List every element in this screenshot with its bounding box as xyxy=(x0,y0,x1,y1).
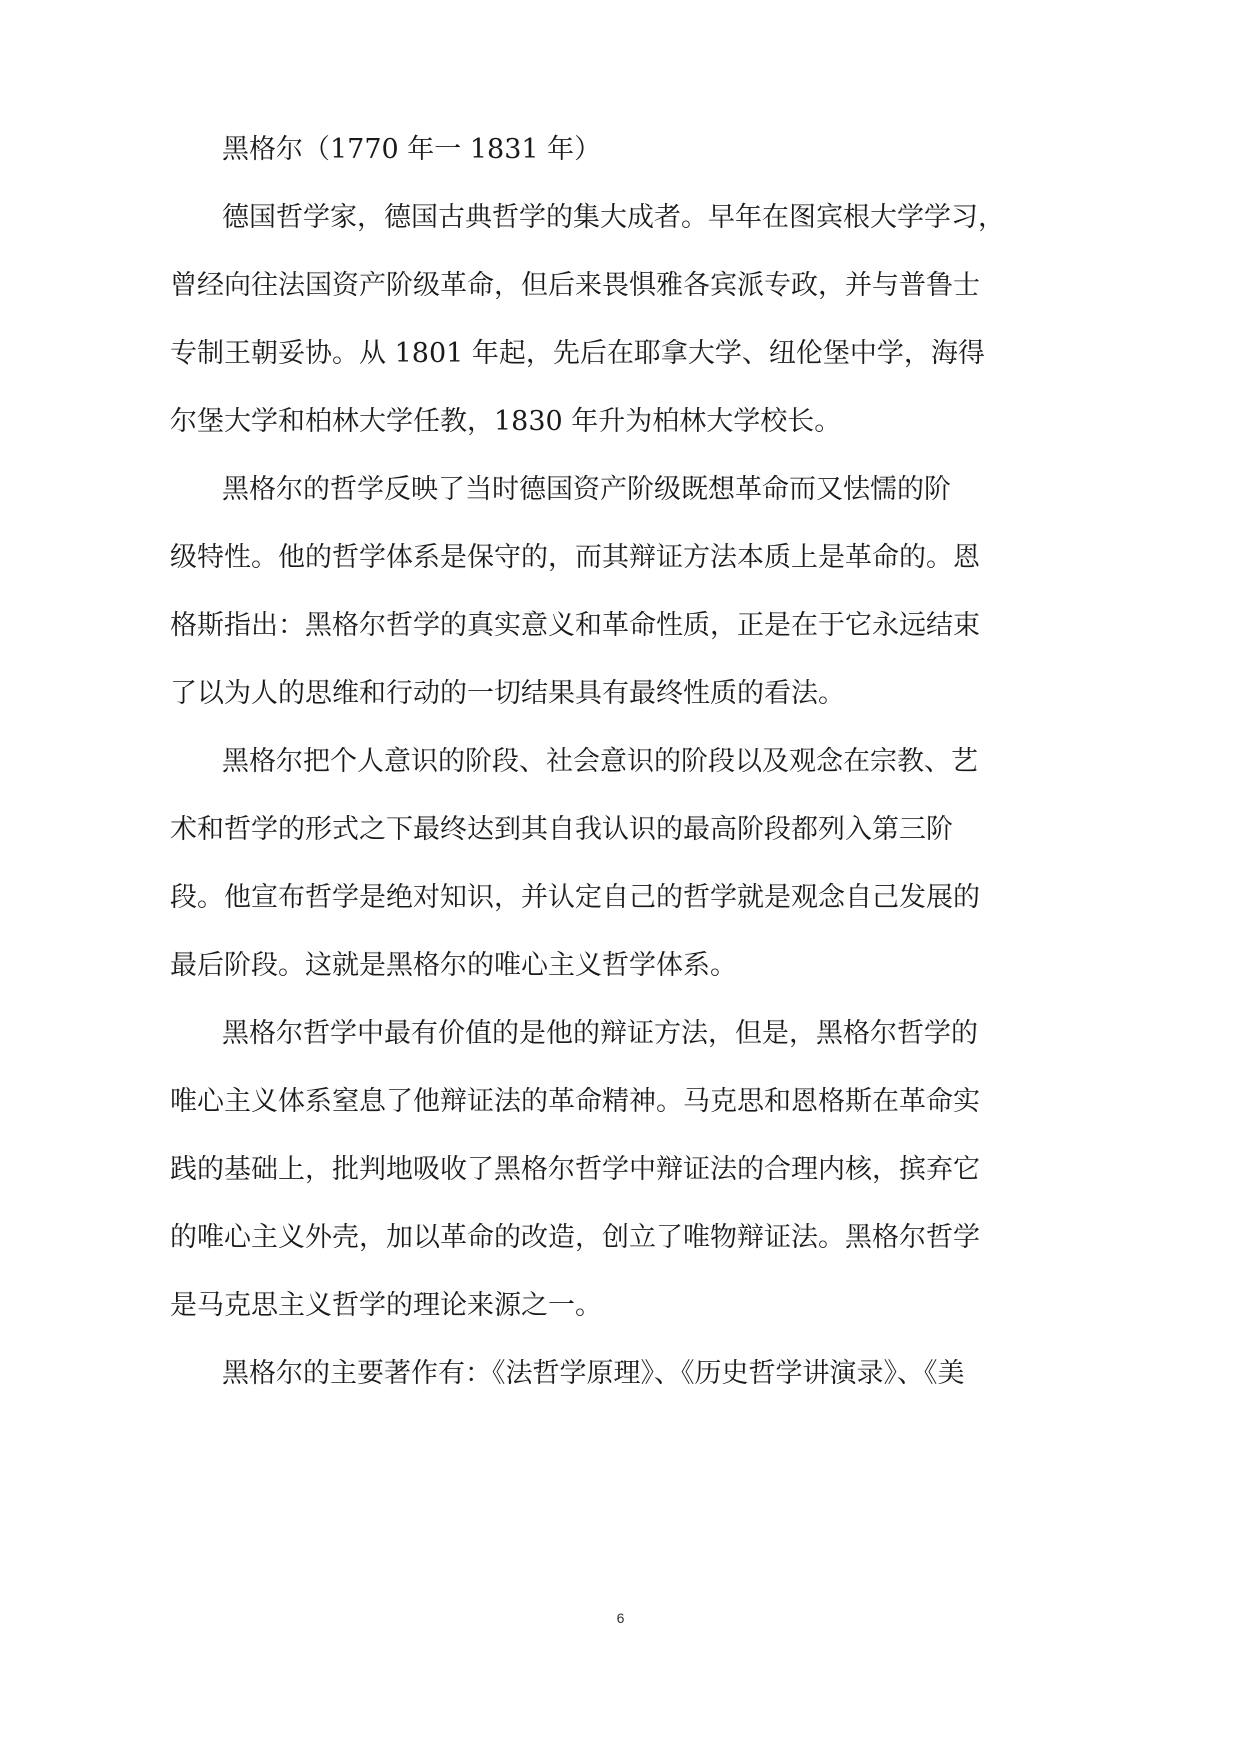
text-line: 黑格尔哲学中最有价值的是他的辩证方法，但是，黑格尔哲学的 xyxy=(222,1018,978,1049)
heading-line: 黑格尔（1770 年一 1831 年） xyxy=(222,134,602,165)
text-line: 的唯心主义外壳，加以革命的改造，创立了唯物辩证法。黑格尔哲学 xyxy=(170,1222,980,1253)
text-line: 德国哲学家，德国古典哲学的集大成者。早年在图宾根大学学习， xyxy=(222,202,1005,233)
text-line: 唯心主义体系窒息了他辩证法的革命精神。马克思和恩格斯在革命实 xyxy=(170,1086,980,1117)
text-line: 格斯指出：黑格尔哲学的真实意义和革命性质，正是在于它永远结束 xyxy=(170,610,980,641)
text-line: 尔堡大学和柏林大学任教，1830 年升为柏林大学校长。 xyxy=(170,406,842,437)
text-line: 最后阶段。这就是黑格尔的唯心主义哲学体系。 xyxy=(170,950,737,981)
text-line: 黑格尔的哲学反映了当时德国资产阶级既想革命而又怯懦的阶 xyxy=(222,474,951,505)
text-line: 践的基础上，批判地吸收了黑格尔哲学中辩证法的合理内核，摈弃它 xyxy=(170,1154,980,1185)
text-line: 曾经向往法国资产阶级革命，但后来畏惧雅各宾派专政，并与普鲁士 xyxy=(170,270,980,301)
text-line: 术和哲学的形式之下最终达到其自我认识的最高阶段都列入第三阶 xyxy=(170,814,953,845)
page-number: 6 xyxy=(616,1610,625,1626)
text-line: 黑格尔的主要著作有：《法哲学原理》、《历史哲学讲演录》、《美 xyxy=(222,1358,965,1389)
text-line: 段。他宣布哲学是绝对知识，并认定自己的哲学就是观念自己发展的 xyxy=(170,882,980,913)
text-line: 专制王朝妥协。从 1801 年起，先后在耶拿大学、纽伦堡中学，海得 xyxy=(170,338,985,369)
text-line: 黑格尔把个人意识的阶段、社会意识的阶段以及观念在宗教、艺 xyxy=(222,746,978,777)
text-line: 是马克思主义哲学的理论来源之一。 xyxy=(170,1290,602,1321)
text-line: 级特性。他的哲学体系是保守的，而其辩证方法本质上是革命的。恩 xyxy=(170,542,980,573)
text-line: 了以为人的思维和行动的一切结果具有最终性质的看法。 xyxy=(170,678,845,709)
